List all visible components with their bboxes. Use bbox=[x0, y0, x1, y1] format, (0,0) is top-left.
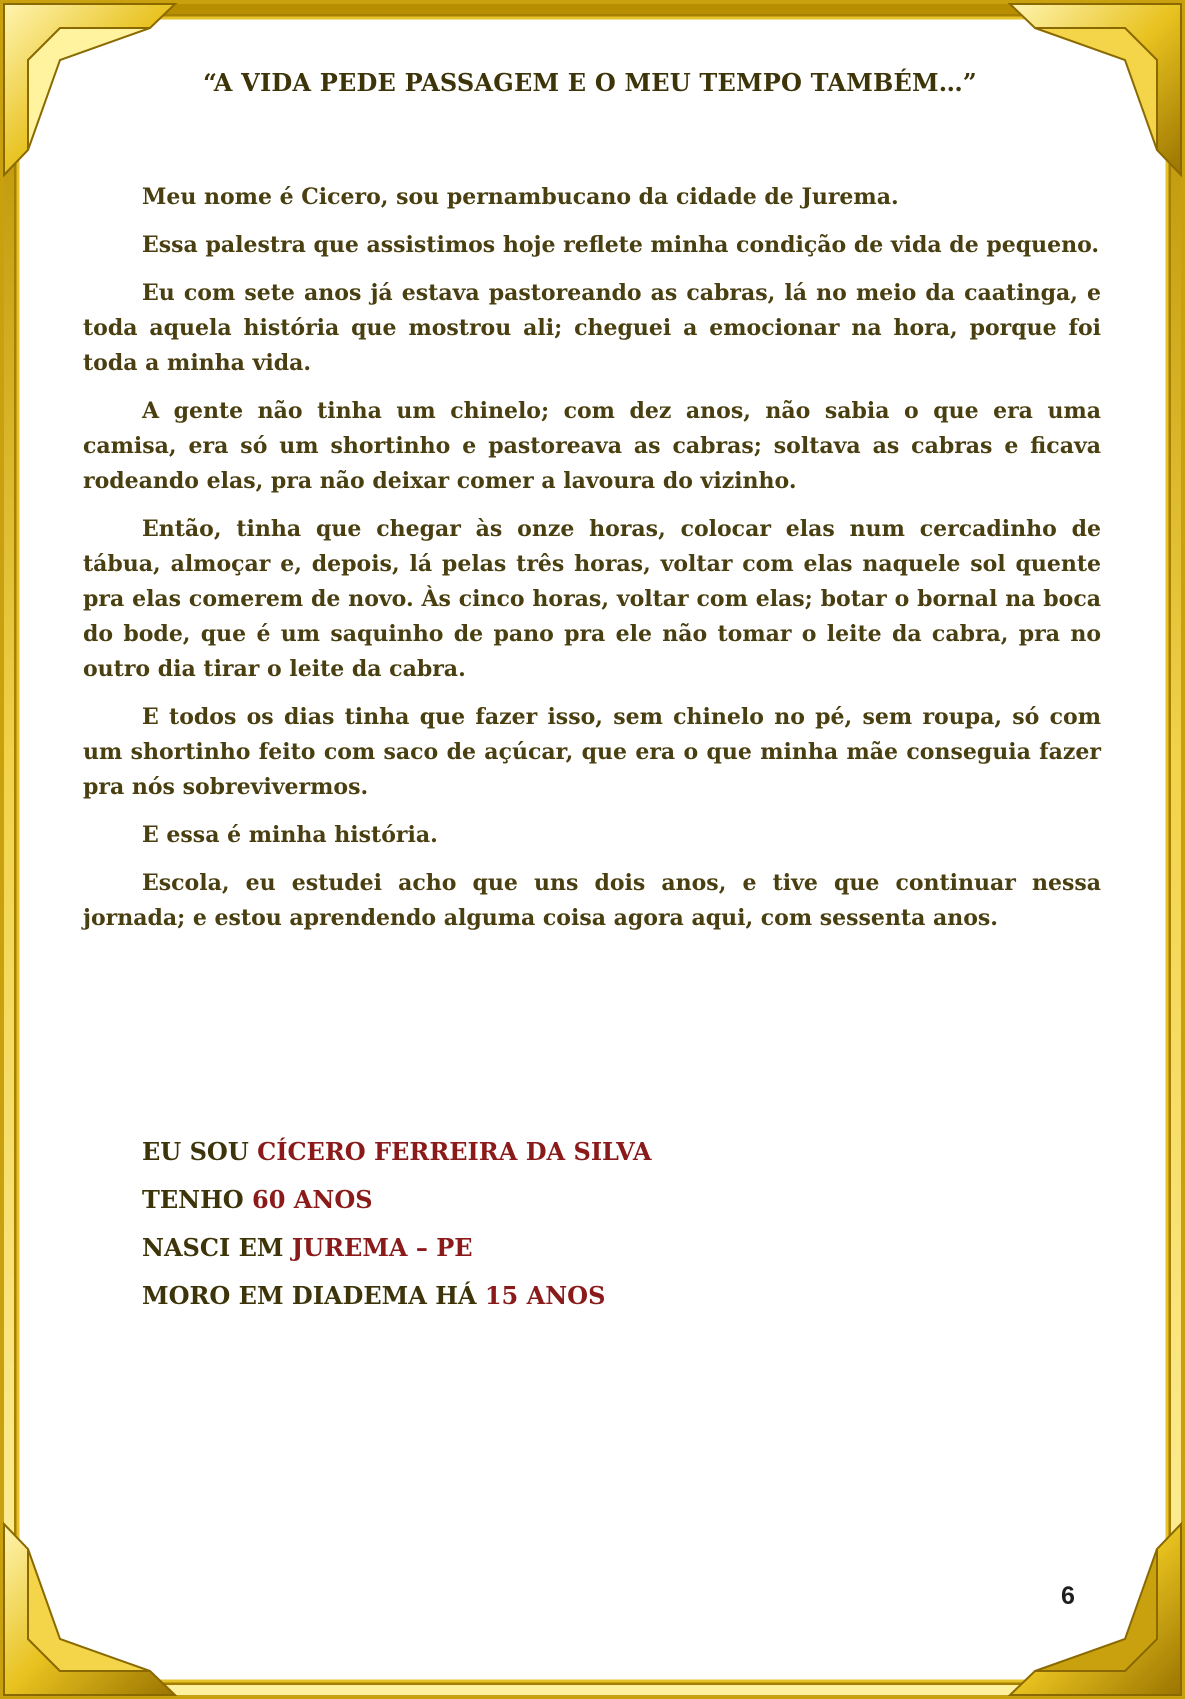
fact-label: MORO EM DIADEMA HÁ bbox=[142, 1281, 485, 1310]
paragraph: E essa é minha história. bbox=[142, 822, 438, 848]
fact-label: TENHO bbox=[142, 1185, 253, 1214]
fact-age bbox=[142, 1176, 1042, 1224]
page-number: 6 bbox=[1061, 1582, 1075, 1610]
fact-name bbox=[142, 1128, 1042, 1176]
paragraph: Então, tinha que chegar às onze horas, colocar elas num cercadinho de tábua, almoçar e, depois, lá pelas três horas, voltar com elas naquele sol quente pra elas comerem de novo. Às cinco horas, voltar com elas; botar o bornal na boca do bode, que é um saquinho de pano pra ele não tomar o leite da cabra, pra no outro dia tirar o leite da cabra. bbox=[83, 516, 1101, 682]
fact-value: 15 ANOS bbox=[484, 1281, 606, 1310]
story-body bbox=[83, 180, 1101, 949]
fact-label: NASCI EM bbox=[142, 1233, 292, 1262]
page-title: “A VIDA PEDE PASSAGEM E O MEU TEMPO TAMBÉM…” bbox=[203, 68, 977, 97]
paragraph: A gente não tinha um chinelo; com dez anos, não sabia o que era uma camisa, era só um shortinho e pastoreava as cabras; soltava as cabras e ficava rodeando elas, pra não deixar comer a lavoura do vizinho. bbox=[83, 398, 1101, 494]
fact-value: 60 ANOS bbox=[252, 1185, 373, 1214]
paragraph: Meu nome é Cicero, sou pernambucano da cidade de Jurema. bbox=[142, 184, 899, 210]
fact-birthplace bbox=[142, 1224, 1042, 1272]
paragraph: Eu com sete anos já estava pastoreando as cabras, lá no meio da caatinga, e toda aquela história que mostrou ali; cheguei a emocionar na hora, porque foi toda a minha vida. bbox=[83, 280, 1101, 376]
fact-value: JUREMA – PE bbox=[291, 1233, 473, 1262]
fact-residence bbox=[142, 1272, 1042, 1320]
paragraph: Escola, eu estudei acho que uns dois anos, e tive que continuar nessa jornada; e estou aprendendo alguma coisa agora aqui, com sessenta anos. bbox=[83, 870, 1101, 931]
paragraph: E todos os dias tinha que fazer isso, sem chinelo no pé, sem roupa, só com um shortinho feito com saco de açúcar, que era o que minha mãe conseguia fazer pra nós sobrevivermos. bbox=[83, 704, 1101, 800]
fact-label: EU SOU bbox=[142, 1137, 258, 1166]
paragraph: Essa palestra que assistimos hoje reflete minha condição de vida de pequeno. bbox=[142, 232, 1100, 258]
fact-value: CÍCERO FERREIRA DA SILVA bbox=[257, 1137, 652, 1166]
author-facts bbox=[142, 1128, 1042, 1320]
